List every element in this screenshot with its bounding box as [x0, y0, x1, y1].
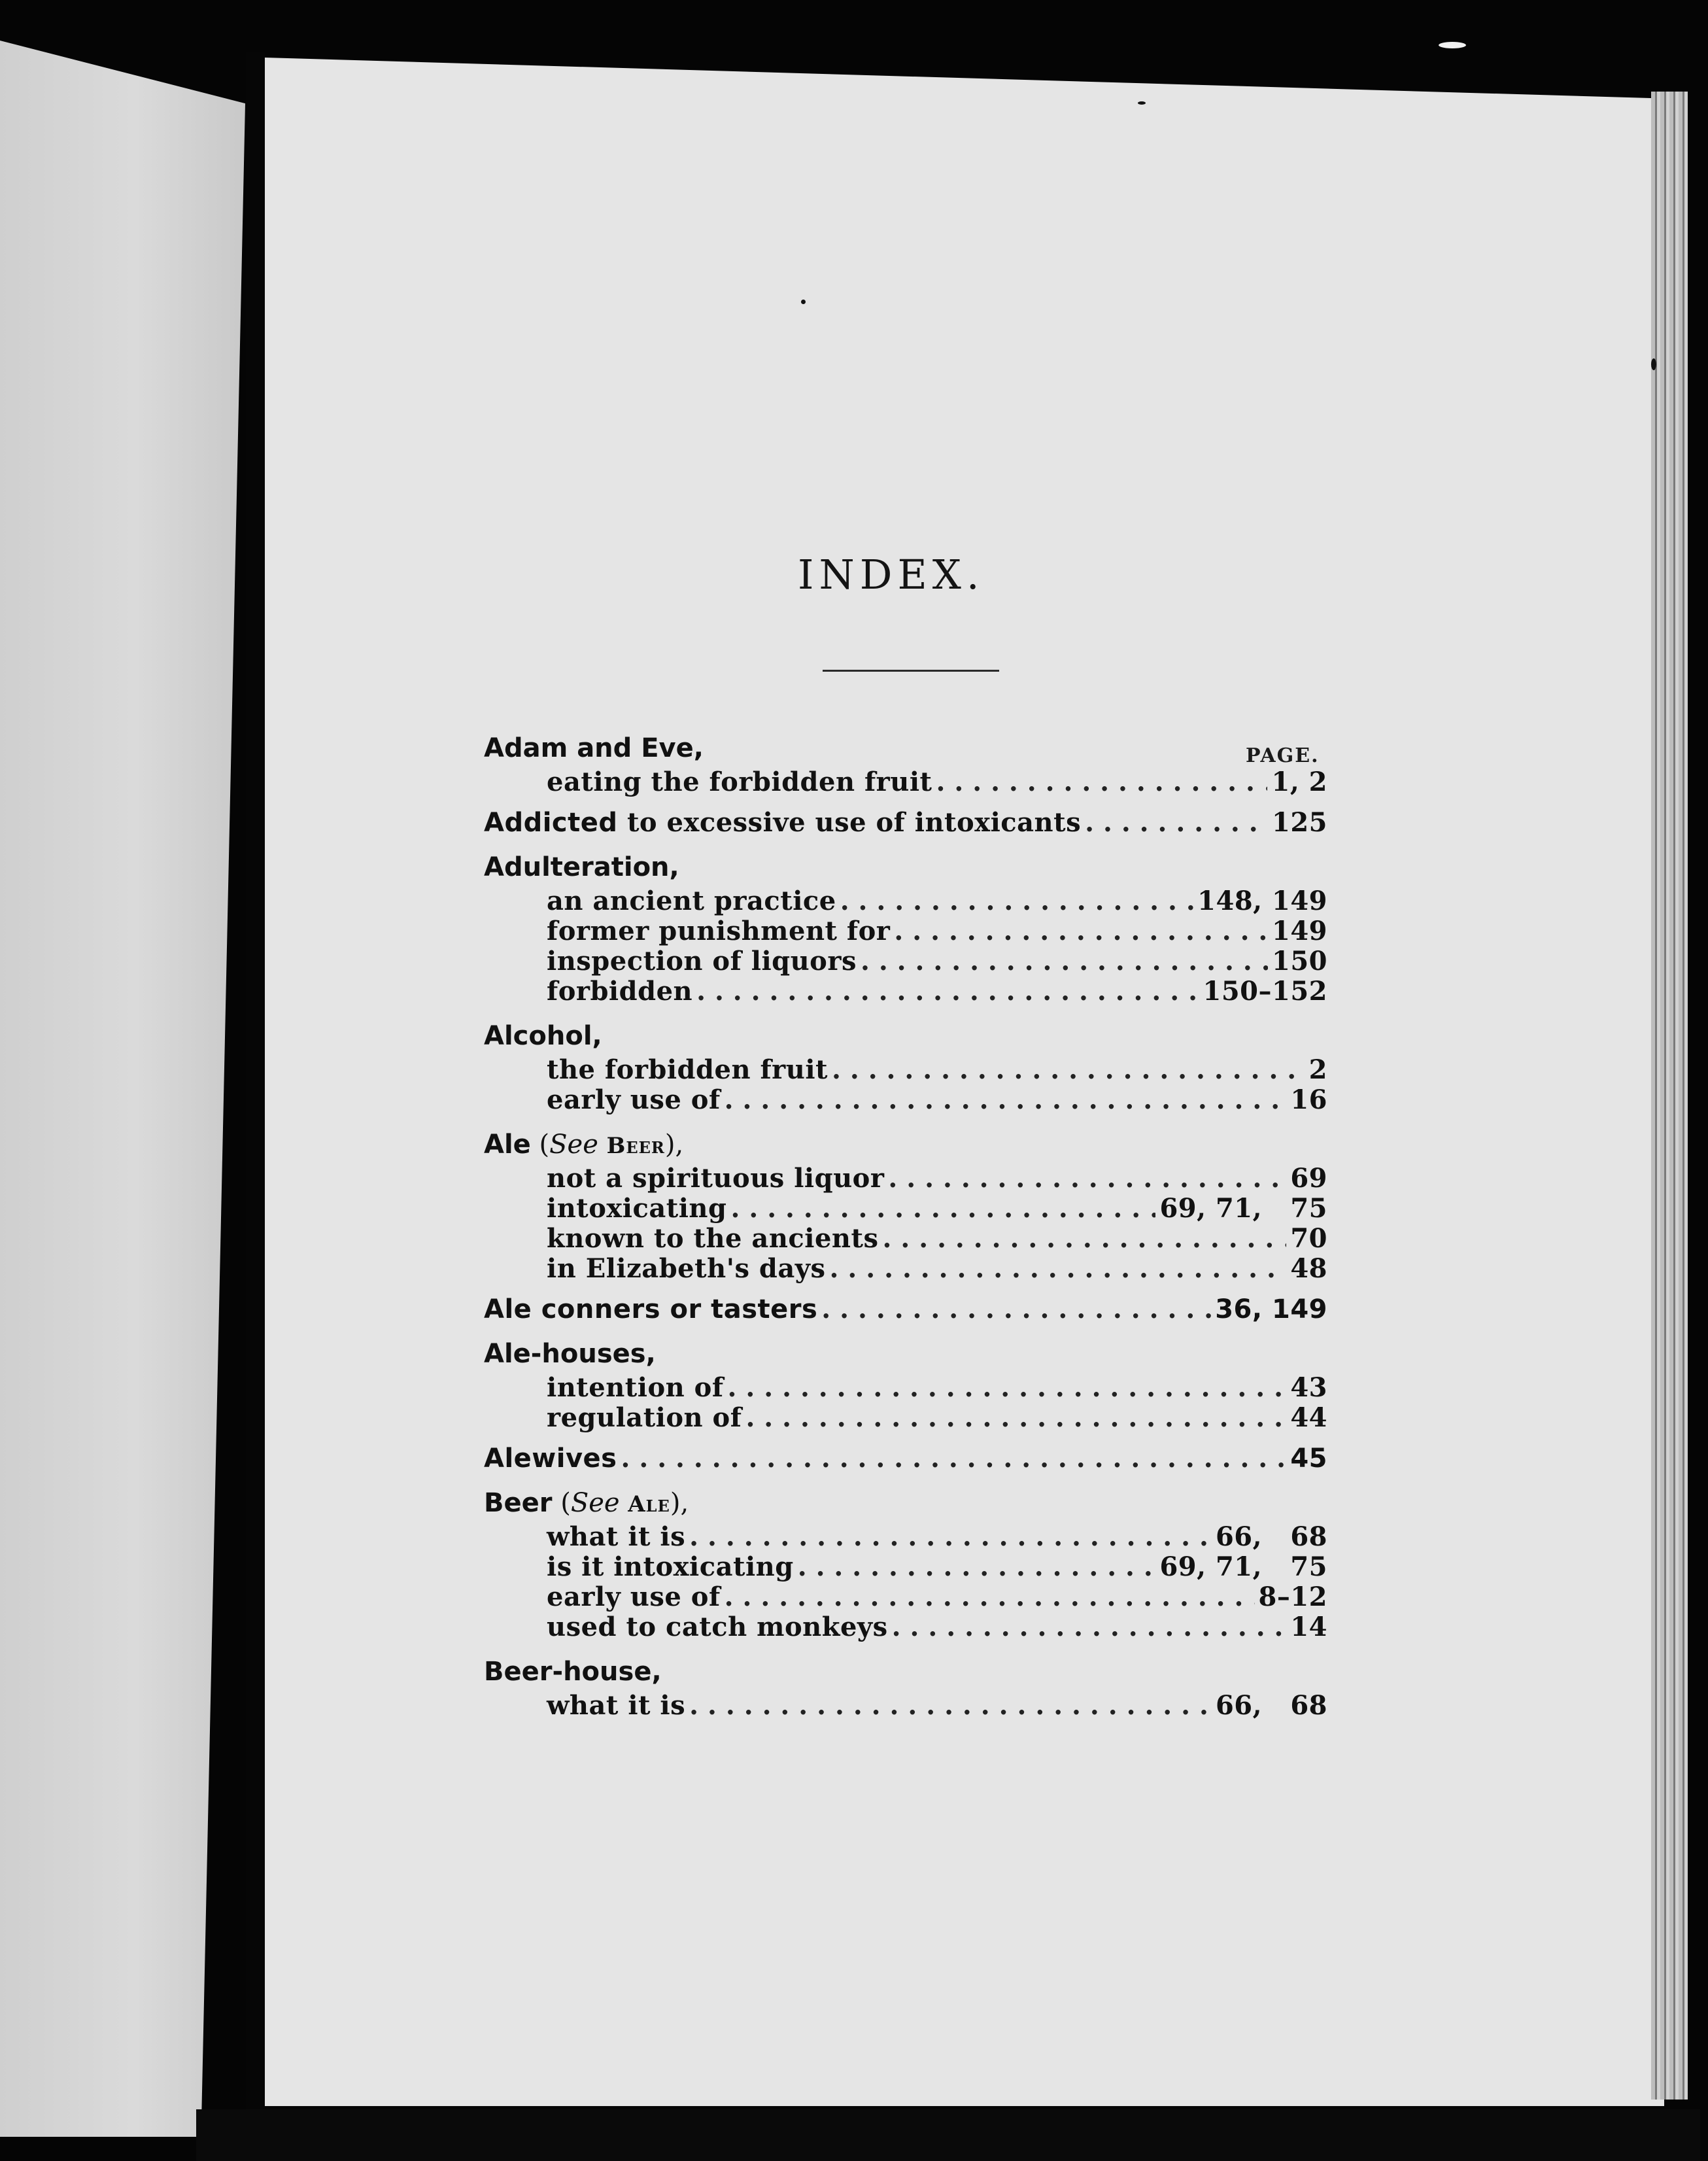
scan-speck: [1138, 101, 1146, 105]
dot-leader: [892, 1612, 1287, 1642]
dot-leader: [689, 1691, 1212, 1721]
page-numbers: 69, 71, 75: [1159, 1551, 1327, 1582]
subentry-label: regulation of: [547, 1402, 742, 1433]
page-numbers: 1, 2: [1271, 767, 1327, 797]
dot-leader: [821, 1294, 1211, 1324]
page-numbers: 44: [1290, 1402, 1327, 1433]
heading-paren-open: (: [530, 1130, 550, 1160]
entry-label: [484, 808, 1081, 838]
subentry-row: [484, 1691, 1327, 1721]
entry-heading: [484, 1484, 1327, 1522]
see-reference: See: [570, 1488, 620, 1518]
subentry-row: [484, 916, 1327, 946]
subentry-label: intention of: [547, 1372, 724, 1403]
page-numbers: 66, 68: [1215, 1521, 1327, 1552]
entry-row: [484, 1444, 1327, 1474]
page-title: INDEX.: [798, 551, 985, 598]
subentry-row: [484, 886, 1327, 916]
heading-paren-open: (: [552, 1488, 571, 1518]
entry-heading: Adulteration,: [484, 852, 679, 882]
dot-leader: [689, 1522, 1212, 1552]
entry-label-bold: Addicted: [484, 808, 618, 838]
entry-row: [484, 808, 1327, 838]
page-numbers: 150–152: [1203, 976, 1327, 1007]
dot-leader: [894, 916, 1268, 946]
subentry-row: [484, 946, 1327, 977]
cross-reference-term: Ale: [628, 1491, 670, 1517]
dot-leader: [830, 1254, 1287, 1284]
subentry-row: [484, 1085, 1327, 1115]
subentry-row: [484, 767, 1327, 797]
subentry-row: [484, 1612, 1327, 1642]
page-numbers: 48: [1290, 1253, 1327, 1284]
scan-speck: [1439, 42, 1466, 48]
book-gutter: [246, 52, 265, 2132]
subentry-label: an ancient practice: [547, 886, 836, 916]
page-numbers: 2: [1308, 1054, 1327, 1085]
subentry-label: former punishment for: [547, 916, 891, 946]
scan-border: [196, 2109, 1700, 2161]
index-entry: [484, 1484, 1327, 1642]
subentry-label: not a spirituous liquor: [547, 1163, 885, 1194]
see-reference: See: [549, 1130, 598, 1160]
subentry-label: known to the ancients: [547, 1223, 879, 1254]
dot-leader: [798, 1552, 1156, 1582]
subentry-row: [484, 1373, 1327, 1403]
heading-paren-close: ),: [664, 1130, 684, 1160]
subentry-label: is it intoxicating: [547, 1551, 794, 1582]
index-entry: [484, 1017, 1327, 1115]
subentry-row: [484, 1552, 1327, 1582]
subentry-row: [484, 1254, 1327, 1284]
dot-leader: [832, 1055, 1305, 1085]
entry-heading: Beer-house,: [484, 1657, 662, 1687]
heading-space: [598, 1130, 607, 1160]
entry-heading: Adam and Eve,: [484, 733, 704, 763]
index-entry: [484, 1126, 1327, 1284]
entry-label: [484, 1444, 617, 1474]
subentry-row: [484, 1164, 1327, 1194]
page-numbers: 66, 68: [1215, 1690, 1327, 1721]
subentry-row: [484, 1055, 1327, 1085]
page-numbers: 45: [1290, 1444, 1327, 1474]
subentry-label: early use of: [547, 1582, 721, 1612]
dot-leader: [621, 1444, 1286, 1474]
subentry-label: what it is: [547, 1521, 686, 1552]
entry-label: [484, 1294, 817, 1324]
index-entry: [484, 848, 1327, 1007]
dot-leader: [883, 1224, 1287, 1254]
dot-leader: [728, 1373, 1287, 1403]
page-numbers: 14: [1290, 1612, 1327, 1642]
subentry-row: [484, 1224, 1327, 1254]
page-numbers: 70: [1290, 1223, 1327, 1254]
page-numbers: 69: [1290, 1163, 1327, 1194]
dot-leader: [840, 886, 1193, 916]
subentry-label: forbidden: [547, 976, 693, 1007]
subentry-label: used to catch monkeys: [547, 1612, 888, 1642]
dot-leader: [861, 946, 1268, 977]
entry-heading: [484, 1126, 1327, 1164]
index-entry: [484, 1653, 1327, 1721]
dot-leader: [696, 977, 1199, 1007]
scan-speck: [801, 300, 806, 304]
entry-label-bold: Alewives: [484, 1444, 617, 1474]
heading-space: [620, 1488, 628, 1518]
dot-leader: [725, 1085, 1287, 1115]
heading-term: Ale: [484, 1130, 531, 1160]
subentry-row: [484, 1403, 1327, 1433]
entry-label-bold: Ale conners or tasters: [484, 1294, 818, 1324]
index-entry: [484, 1444, 1327, 1474]
index-entry: [484, 808, 1327, 838]
subentry-label: inspection of liquors: [547, 946, 857, 977]
dot-leader: [888, 1164, 1286, 1194]
page-edges: [1651, 92, 1688, 2100]
heading-term: Beer: [484, 1488, 553, 1518]
dot-leader: [936, 767, 1268, 797]
page-numbers: 69, 71, 75: [1159, 1193, 1327, 1224]
subentry-row: [484, 977, 1327, 1007]
dot-leader: [725, 1582, 1255, 1612]
page-numbers: 8–12: [1258, 1582, 1327, 1612]
index-entry: [484, 1294, 1327, 1324]
dot-leader: [745, 1403, 1286, 1433]
page-numbers: 149: [1272, 916, 1327, 946]
cross-reference-term: Beer: [606, 1133, 665, 1159]
subentry-label: eating the forbidden fruit: [547, 767, 932, 797]
subentry-row: [484, 1194, 1327, 1224]
entry-label-rest: to excessive use of intoxicants: [617, 807, 1082, 838]
heading-paren-close: ),: [670, 1488, 689, 1518]
index-entry: [484, 729, 1327, 797]
title-rule: [823, 670, 999, 672]
page-numbers: 148, 149: [1197, 886, 1327, 916]
page-numbers: 36, 149: [1215, 1294, 1327, 1324]
subentry-label: the forbidden fruit: [547, 1054, 828, 1085]
page-numbers: 125: [1272, 807, 1327, 838]
scan-speck: [1651, 358, 1656, 370]
left-page: [0, 41, 245, 2137]
entry-row: [484, 1294, 1327, 1324]
dot-leader: [1085, 808, 1268, 838]
page-numbers: 16: [1290, 1084, 1327, 1115]
entry-heading: Ale-houses,: [484, 1339, 656, 1369]
index-entry: [484, 1335, 1327, 1433]
subentry-label: intoxicating: [547, 1193, 727, 1224]
subentry-row: [484, 1582, 1327, 1612]
page-numbers: 150: [1272, 946, 1327, 977]
subentry-label: early use of: [547, 1084, 721, 1115]
dot-leader: [730, 1194, 1155, 1224]
entry-heading: Alcohol,: [484, 1021, 602, 1051]
subentry-label: what it is: [547, 1690, 686, 1721]
index-entries: [484, 729, 1327, 1731]
subentry-label: in Elizabeth's days: [547, 1253, 826, 1284]
page-numbers: 43: [1290, 1372, 1327, 1403]
page-column-label: PAGE.: [1246, 744, 1320, 767]
subentry-row: [484, 1522, 1327, 1552]
